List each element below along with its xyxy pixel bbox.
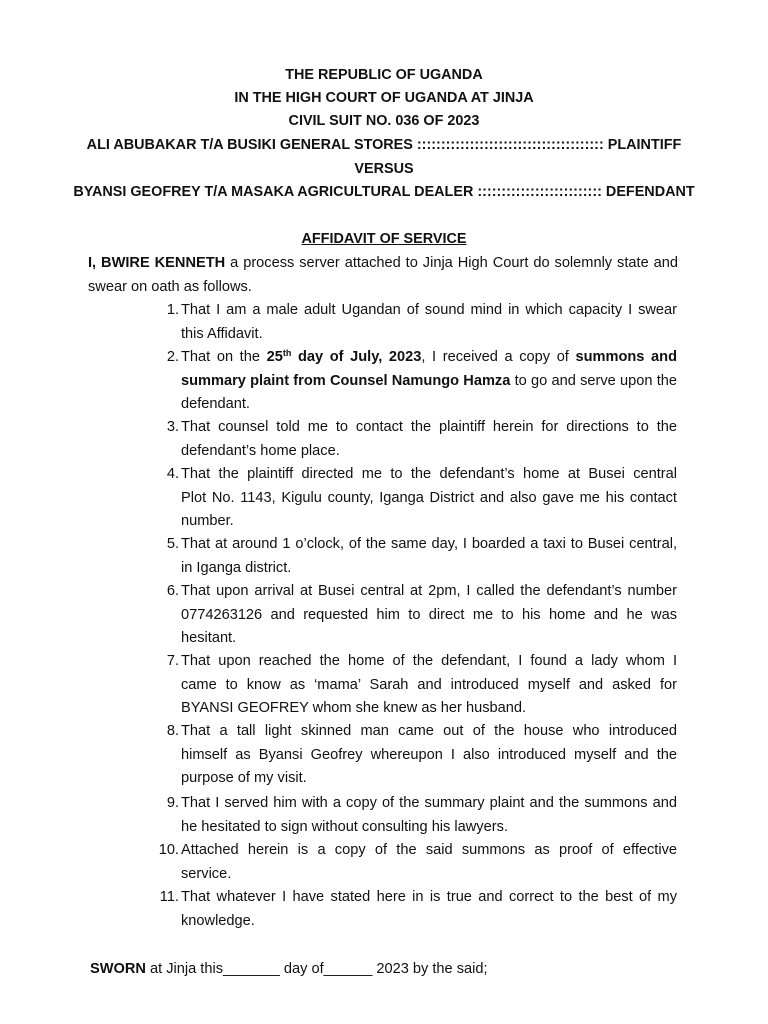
list-item-number: 4. [166,466,179,482]
list-item-text [181,533,677,580]
summons-bold: summons and [575,349,677,365]
list-item-line: defendant. [181,396,250,412]
list-item-number: 6. [166,583,179,599]
header-court: IN THE HIGH COURT OF UGANDA AT JINJA [234,90,534,106]
intro-line2: swear on oath as follows. [88,278,252,295]
list-item-line [181,346,677,370]
header-versus: VERSUS [354,161,414,177]
service-date [267,349,422,365]
text-segment: That on the [181,349,267,365]
text-segment: , I received a copy of [421,349,576,365]
list-item-line: this Affidavit. [181,325,263,342]
list-item-number: 5. [166,536,179,552]
list-item-line: Plot No. 1143, Kigulu county, Iganga District and also gave me his contact [181,489,677,506]
list-item-line: knowledge. [181,912,255,929]
list-item-line: number. [181,513,234,529]
intro-line1: a process server attached to Jinja High Court do solemnly state and [225,255,678,271]
list-item-text [181,839,677,886]
sworn-text: at Jinja this_______ day of______ 2023 by the said; [145,961,488,977]
list-item-line: Attached herein is a copy of the said summons as proof of effective [181,842,677,858]
list-item-line: That counsel told me to contact the plaintiff herein for directions to the [181,419,677,435]
list-item-line: himself as Byansi Geofrey whereupon I also introduced myself and the [181,746,677,763]
list-item-line: That I am a male adult Ugandan of sound mind in which capacity I swear [181,302,677,318]
list-item-number: 3. [166,419,179,435]
list-item-number: 1. [166,302,179,318]
sworn-line [90,958,488,982]
header-suit-number: CIVIL SUIT NO. 036 OF 2023 [288,113,480,129]
list-item-text [181,886,677,933]
list-item-line: That upon reached the home of the defendant, I found a lady whom I [181,653,677,669]
list-item-text [181,416,677,463]
list-item-line: That whatever I have stated here in is true and correct to the best of my [181,889,677,905]
list-item-line: That upon arrival at Busei central at 2pm, I called the defendant’s number [181,583,677,599]
list-item-number: 11. [159,889,179,905]
list-item-line: defendant’s home place. [181,442,340,459]
list-item-number: 2. [166,349,179,365]
intro-paragraph [88,252,678,299]
document-title-text: AFFIDAVIT OF SERVICE [301,231,467,247]
list-item-text [181,463,677,534]
list-item-number: 8. [166,723,179,739]
text-segment: to go and serve upon the [510,372,677,389]
date-ordinal: th [282,348,292,358]
date-day: 25 [266,349,283,365]
list-item-line: That I served him with a copy of the summary plaint and the summons and [181,795,677,811]
date-rest: day of July, 2023 [291,349,422,365]
list-item-number: 10. [158,842,179,858]
counsel-bold: summary plaint from Counsel Namungo Hamza [181,372,511,389]
list-item-line [181,370,677,394]
list-item-line: hesitant. [181,630,237,646]
list-item-text [181,580,677,651]
list-item-line: in Iganga district. [181,559,292,576]
list-item-line: he hesitated to sign without consulting his lawyers. [181,818,508,835]
list-item-number: 7. [166,653,179,669]
list-item-line: That at around 1 o’clock, of the same day, I boarded a taxi to Busei central, [181,536,677,552]
deponent-name: I, BWIRE KENNETH [88,255,226,271]
list-item-text [181,792,677,839]
list-item-line: purpose of my visit. [181,770,307,786]
sworn-label: SWORN [90,961,146,977]
list-item-text [181,720,677,791]
header-republic: THE REPUBLIC OF UGANDA [285,67,483,83]
list-item-line: came to know as ‘mama’ Sarah and introduced myself and asked for [181,676,677,693]
list-item-line: service. [181,865,232,882]
list-item-line: BYANSI GEOFREY whom she knew as her husband. [181,700,527,716]
list-item-line: 0774263126 and requested him to direct me to his home and he was [181,606,677,623]
list-item-text [181,650,677,721]
list-item-text [181,346,677,417]
list-item-number: 9. [166,795,179,811]
list-item-line: That a tall light skinned man came out of the house who introduced [181,723,677,739]
header-plaintiff: ALI ABUBAKAR T/A BUSIKI GENERAL STORES ::::::::::::::::::::::::::::::::::::::: PLAINTIFF [86,137,682,153]
list-item-text [181,299,677,346]
document-title [60,230,708,248]
list-item-line: That the plaintiff directed me to the defendant’s home at Busei central [181,466,677,482]
header-defendant: BYANSI GEOFREY T/A MASAKA AGRICULTURAL DEALER :::::::::::::::::::::::::: DEFENDANT [73,184,695,200]
